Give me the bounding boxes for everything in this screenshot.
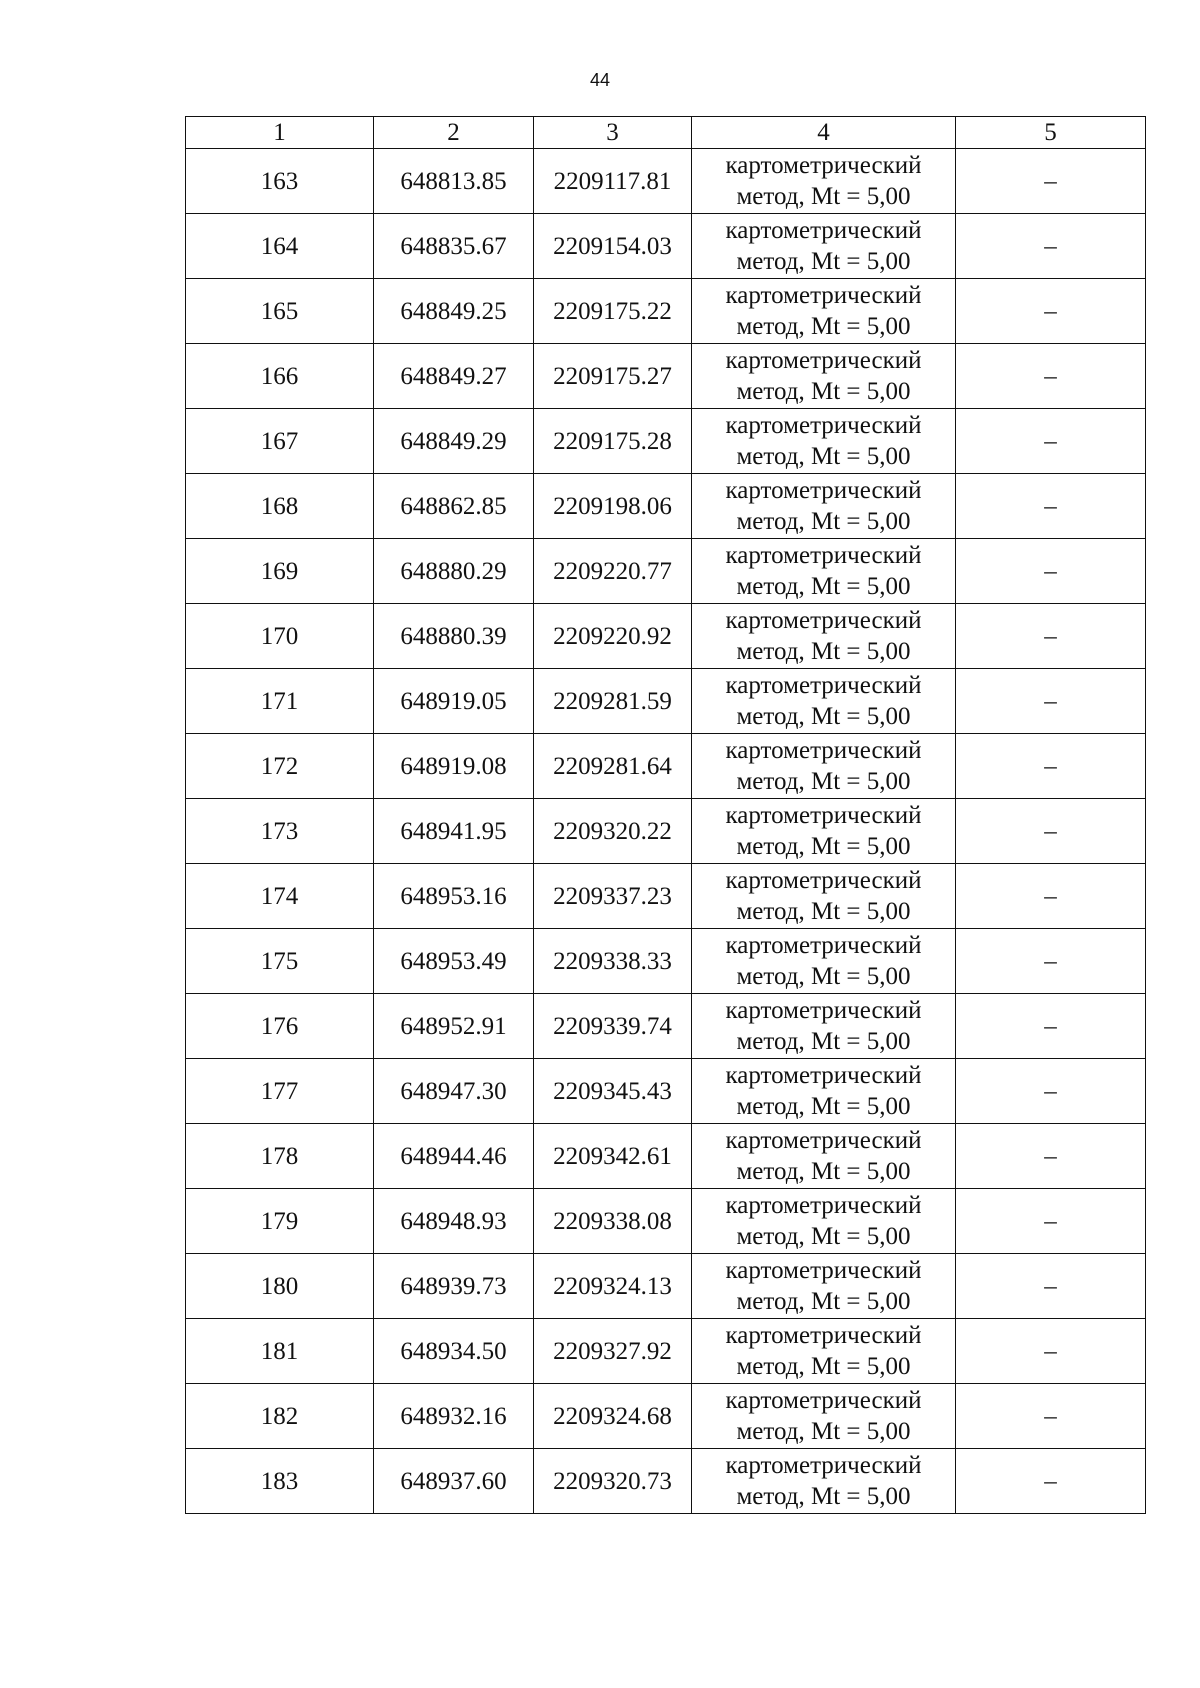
method-cell [692, 669, 956, 734]
coordinate-y: 2209220.92 [534, 604, 692, 669]
method-line-1: картометрический [725, 1127, 922, 1154]
table-row [186, 149, 1146, 214]
coordinate-x: 648835.67 [374, 214, 534, 279]
table-row [186, 344, 1146, 409]
method-line-1: картометрический [725, 1322, 922, 1349]
method-line-1: картометрический [725, 1192, 922, 1219]
note-cell: – [956, 149, 1146, 214]
coordinate-x: 648952.91 [374, 994, 534, 1059]
point-number: 164 [186, 214, 374, 279]
table-row [186, 1124, 1146, 1189]
coordinate-x: 648934.50 [374, 1319, 534, 1384]
coordinate-x: 648939.73 [374, 1254, 534, 1319]
coordinates-table [185, 116, 1146, 1514]
coordinate-x: 648880.29 [374, 539, 534, 604]
note-cell: – [956, 929, 1146, 994]
method-line-2: метод, Mt = 5,00 [736, 573, 911, 600]
coordinate-x: 648941.95 [374, 799, 534, 864]
note-cell: – [956, 669, 1146, 734]
coordinate-y: 2209320.22 [534, 799, 692, 864]
coordinate-x: 648880.39 [374, 604, 534, 669]
coordinate-x: 648813.85 [374, 149, 534, 214]
table-row [186, 669, 1146, 734]
method-line-2: метод, Mt = 5,00 [736, 313, 911, 340]
table-row [186, 1254, 1146, 1319]
method-cell [692, 214, 956, 279]
method-line-1: картометрический [725, 737, 922, 764]
method-line-1: картометрический [725, 542, 922, 569]
note-cell: – [956, 344, 1146, 409]
note-cell: – [956, 1449, 1146, 1514]
method-line-1: картометрический [725, 1387, 922, 1414]
method-line-1: картометрический [725, 217, 922, 244]
method-line-2: метод, Mt = 5,00 [736, 183, 911, 210]
coordinate-x: 648862.85 [374, 474, 534, 539]
method-cell [692, 734, 956, 799]
point-number: 168 [186, 474, 374, 539]
column-header-5: 5 [956, 117, 1146, 149]
coordinate-x: 648953.16 [374, 864, 534, 929]
point-number: 175 [186, 929, 374, 994]
table-row [186, 1059, 1146, 1124]
coordinate-y: 2209175.22 [534, 279, 692, 344]
coordinate-x: 648849.27 [374, 344, 534, 409]
method-cell [692, 1254, 956, 1319]
note-cell: – [956, 1319, 1146, 1384]
method-cell [692, 1124, 956, 1189]
table-body [186, 149, 1146, 1514]
coordinate-y: 2209324.13 [534, 1254, 692, 1319]
note-cell: – [956, 1124, 1146, 1189]
point-number: 179 [186, 1189, 374, 1254]
method-cell [692, 149, 956, 214]
point-number: 163 [186, 149, 374, 214]
column-header-4: 4 [692, 117, 956, 149]
table-row [186, 539, 1146, 604]
note-cell: – [956, 1059, 1146, 1124]
coordinate-y: 2209324.68 [534, 1384, 692, 1449]
point-number: 176 [186, 994, 374, 1059]
method-line-2: метод, Mt = 5,00 [736, 248, 911, 275]
note-cell: – [956, 214, 1146, 279]
coordinate-x: 648919.08 [374, 734, 534, 799]
method-cell [692, 1059, 956, 1124]
coordinate-y: 2209175.28 [534, 409, 692, 474]
coordinate-y: 2209338.33 [534, 929, 692, 994]
table-row [186, 994, 1146, 1059]
note-cell: – [956, 1189, 1146, 1254]
point-number: 165 [186, 279, 374, 344]
method-cell [692, 929, 956, 994]
method-line-2: метод, Mt = 5,00 [736, 1483, 911, 1510]
note-cell: – [956, 864, 1146, 929]
method-cell [692, 1319, 956, 1384]
method-line-2: метод, Mt = 5,00 [736, 1093, 911, 1120]
method-line-2: метод, Mt = 5,00 [736, 963, 911, 990]
coordinate-y: 2209345.43 [534, 1059, 692, 1124]
coordinate-y: 2209320.73 [534, 1449, 692, 1514]
table-row [186, 214, 1146, 279]
table-row [186, 1384, 1146, 1449]
coordinate-x: 648947.30 [374, 1059, 534, 1124]
method-cell [692, 799, 956, 864]
column-header-1: 1 [186, 117, 374, 149]
method-line-2: метод, Mt = 5,00 [736, 1223, 911, 1250]
note-cell: – [956, 279, 1146, 344]
point-number: 180 [186, 1254, 374, 1319]
coordinate-y: 2209175.27 [534, 344, 692, 409]
method-cell [692, 474, 956, 539]
table-row [186, 734, 1146, 799]
table-row [186, 1189, 1146, 1254]
note-cell: – [956, 994, 1146, 1059]
note-cell: – [956, 1384, 1146, 1449]
method-line-1: картометрический [725, 1062, 922, 1089]
method-line-1: картометрический [725, 1452, 922, 1479]
note-cell: – [956, 799, 1146, 864]
coordinate-y: 2209339.74 [534, 994, 692, 1059]
coordinate-y: 2209117.81 [534, 149, 692, 214]
method-line-2: метод, Mt = 5,00 [736, 508, 911, 535]
point-number: 166 [186, 344, 374, 409]
coordinate-x: 648932.16 [374, 1384, 534, 1449]
note-cell: – [956, 1254, 1146, 1319]
coordinate-x: 648849.25 [374, 279, 534, 344]
page-number: 44 [589, 70, 611, 90]
point-number: 171 [186, 669, 374, 734]
method-line-1: картометрический [725, 1257, 922, 1284]
coordinate-x: 648919.05 [374, 669, 534, 734]
coordinate-y: 2209281.59 [534, 669, 692, 734]
coordinate-y: 2209337.23 [534, 864, 692, 929]
method-cell [692, 994, 956, 1059]
coordinate-x: 648937.60 [374, 1449, 534, 1514]
table-row [186, 409, 1146, 474]
method-line-1: картометрический [725, 997, 922, 1024]
method-line-2: метод, Mt = 5,00 [736, 1028, 911, 1055]
method-line-2: метод, Mt = 5,00 [736, 1418, 911, 1445]
table-row [186, 929, 1146, 994]
method-cell [692, 864, 956, 929]
point-number: 173 [186, 799, 374, 864]
coordinate-y: 2209327.92 [534, 1319, 692, 1384]
table-row [186, 864, 1146, 929]
method-line-1: картометрический [725, 672, 922, 699]
coordinate-y: 2209281.64 [534, 734, 692, 799]
point-number: 181 [186, 1319, 374, 1384]
coordinate-y: 2209198.06 [534, 474, 692, 539]
method-line-2: метод, Mt = 5,00 [736, 898, 911, 925]
method-cell [692, 1384, 956, 1449]
method-line-2: метод, Mt = 5,00 [736, 1158, 911, 1185]
table-header-row [186, 117, 1146, 149]
table-row [186, 799, 1146, 864]
table-row [186, 474, 1146, 539]
method-line-2: метод, Mt = 5,00 [736, 443, 911, 470]
point-number: 172 [186, 734, 374, 799]
point-number: 183 [186, 1449, 374, 1514]
point-number: 178 [186, 1124, 374, 1189]
method-line-2: метод, Mt = 5,00 [736, 1288, 911, 1315]
method-line-2: метод, Mt = 5,00 [736, 768, 911, 795]
note-cell: – [956, 409, 1146, 474]
point-number: 169 [186, 539, 374, 604]
coordinate-x: 648948.93 [374, 1189, 534, 1254]
method-cell [692, 344, 956, 409]
column-header-3: 3 [534, 117, 692, 149]
note-cell: – [956, 604, 1146, 669]
table-row [186, 604, 1146, 669]
table-row [186, 279, 1146, 344]
method-line-2: метод, Mt = 5,00 [736, 703, 911, 730]
method-line-1: картометрический [725, 347, 922, 374]
method-cell [692, 279, 956, 344]
table-row [186, 1449, 1146, 1514]
method-line-1: картометрический [725, 607, 922, 634]
method-cell [692, 604, 956, 669]
method-line-1: картометрический [725, 477, 922, 504]
table-row [186, 1319, 1146, 1384]
point-number: 177 [186, 1059, 374, 1124]
point-number: 170 [186, 604, 374, 669]
coordinate-x: 648849.29 [374, 409, 534, 474]
coordinate-y: 2209154.03 [534, 214, 692, 279]
method-line-1: картометрический [725, 867, 922, 894]
method-line-1: картометрический [725, 152, 922, 179]
method-line-1: картометрический [725, 412, 922, 439]
method-cell [692, 1449, 956, 1514]
note-cell: – [956, 539, 1146, 604]
coordinate-y: 2209342.61 [534, 1124, 692, 1189]
coordinate-y: 2209220.77 [534, 539, 692, 604]
method-line-2: метод, Mt = 5,00 [736, 378, 911, 405]
method-cell [692, 409, 956, 474]
coordinate-y: 2209338.08 [534, 1189, 692, 1254]
note-cell: – [956, 734, 1146, 799]
method-line-2: метод, Mt = 5,00 [736, 833, 911, 860]
column-header-2: 2 [374, 117, 534, 149]
coordinate-x: 648953.49 [374, 929, 534, 994]
method-cell [692, 1189, 956, 1254]
method-line-2: метод, Mt = 5,00 [736, 638, 911, 665]
method-line-2: метод, Mt = 5,00 [736, 1353, 911, 1380]
method-line-1: картометрический [725, 282, 922, 309]
coordinate-x: 648944.46 [374, 1124, 534, 1189]
point-number: 174 [186, 864, 374, 929]
method-line-1: картометрический [725, 932, 922, 959]
method-line-1: картометрический [725, 802, 922, 829]
point-number: 182 [186, 1384, 374, 1449]
point-number: 167 [186, 409, 374, 474]
method-cell [692, 539, 956, 604]
note-cell: – [956, 474, 1146, 539]
